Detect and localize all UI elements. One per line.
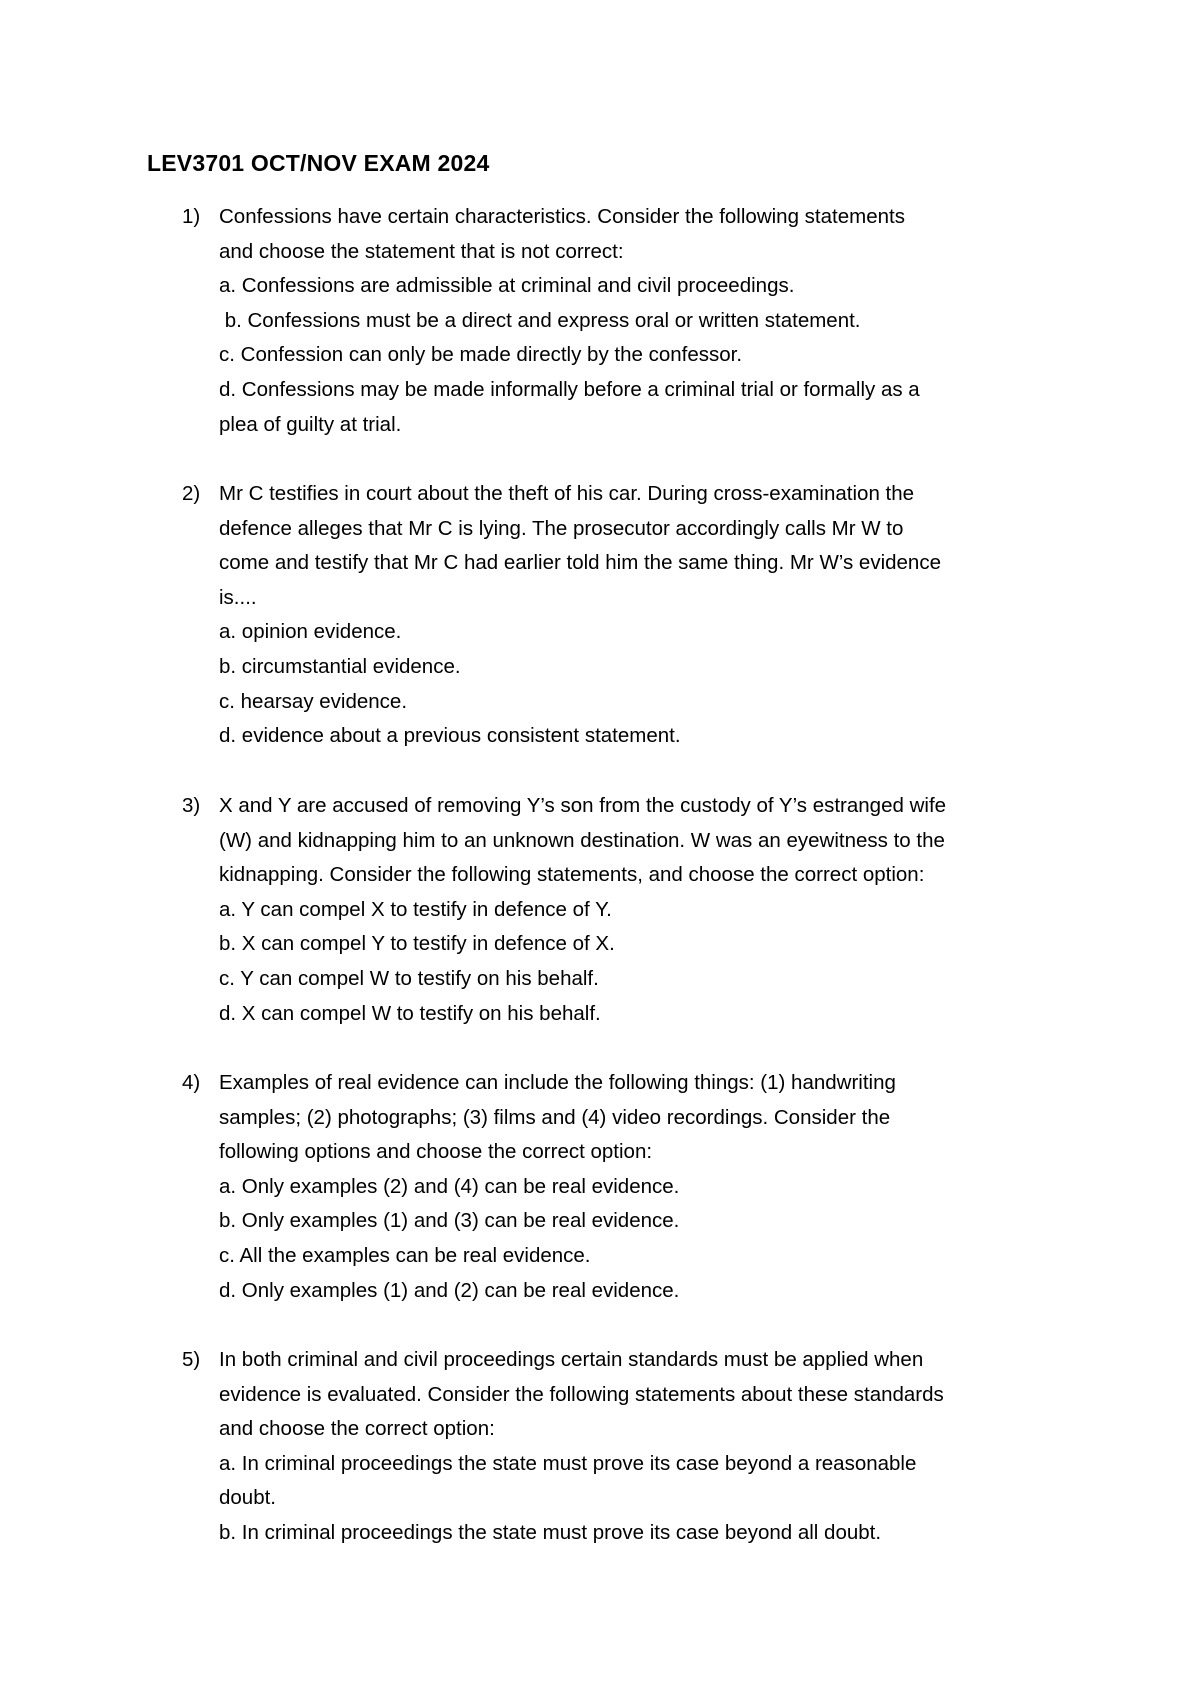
question-line: Mr C testifies in court about the theft of his car. During cross-examination the — [219, 482, 915, 505]
option-d: d. X can compel W to testify on his behalf. — [219, 1001, 601, 1025]
question-line: X and Y are accused of removing Y’s son from the custody of Y’s estranged wife — [219, 794, 947, 817]
question-line: Examples of real evidence can include the following things: (1) handwriting — [219, 1071, 896, 1094]
question-number: 2) — [182, 482, 201, 505]
option-d: d. evidence about a previous consistent statement. — [219, 724, 681, 748]
option-c: c. hearsay evidence. — [219, 689, 408, 713]
question-line: come and testify that Mr C had earlier told him the same thing. Mr W’s evidence — [219, 551, 941, 575]
question-text — [219, 1066, 1099, 1308]
question-line: samples; (2) photographs; (3) films and (4) video recordings. Consider the — [219, 1105, 891, 1129]
question-line: is.... — [219, 585, 257, 609]
option-b: b. X can compel Y to testify in defence of X. — [219, 932, 615, 956]
option-b: b. circumstantial evidence. — [219, 654, 461, 678]
question-number: 1) — [182, 205, 201, 228]
option-c: c. All the examples can be real evidence. — [219, 1243, 591, 1267]
option-a: a. Confessions are admissible at criminal and civil proceedings. — [219, 274, 795, 298]
question-line: (W) and kidnapping him to an unknown destination. W was an eyewitness to the — [219, 828, 945, 852]
question-line: following options and choose the correct option: — [219, 1140, 653, 1164]
question-text — [219, 200, 1099, 442]
option-a: a. opinion evidence. — [219, 620, 402, 644]
question-line: and choose the correct option: — [219, 1417, 495, 1441]
question-line: In both criminal and civil proceedings certain standards must be applied when — [219, 1348, 924, 1371]
question-number: 3) — [182, 794, 201, 817]
option-b: b. Confessions must be a direct and express oral or written statement. — [219, 308, 861, 332]
option-a: a. Only examples (2) and (4) can be real evidence. — [219, 1174, 680, 1198]
option-d-continued: plea of guilty at trial. — [219, 412, 402, 436]
option-b: b. Only examples (1) and (3) can be real evidence. — [219, 1209, 680, 1233]
option-d: d. Only examples (1) and (2) can be real evidence. — [219, 1278, 680, 1302]
option-b: b. In criminal proceedings the state must prove its case beyond all doubt. — [219, 1520, 882, 1544]
question-line: kidnapping. Consider the following statements, and choose the correct option: — [219, 863, 925, 887]
question-number: 4) — [182, 1071, 201, 1094]
option-c: c. Y can compel W to testify on his behalf. — [219, 966, 599, 990]
question-line: and choose the statement that is not correct: — [219, 239, 624, 263]
question-number: 5) — [182, 1348, 201, 1371]
question-text — [219, 789, 1099, 1031]
option-a: a. In criminal proceedings the state must prove its case beyond a reasonable — [219, 1451, 917, 1475]
question-text — [219, 477, 1099, 754]
option-c: c. Confession can only be made directly by the confessor. — [219, 343, 743, 367]
document-title: LEV3701 OCT/NOV EXAM 2024 — [147, 150, 490, 176]
question-line: evidence is evaluated. Consider the following statements about these standards — [219, 1382, 944, 1406]
option-a: a. Y can compel X to testify in defence of Y. — [219, 897, 612, 921]
option-d: d. Confessions may be made informally before a criminal trial or formally as a — [219, 377, 920, 401]
question-text — [219, 1343, 1099, 1551]
option-a-continued: doubt. — [219, 1486, 276, 1510]
question-line: defence alleges that Mr C is lying. The prosecutor accordingly calls Mr W to — [219, 516, 904, 540]
question-line: Confessions have certain characteristics. Consider the following statements — [219, 205, 905, 228]
